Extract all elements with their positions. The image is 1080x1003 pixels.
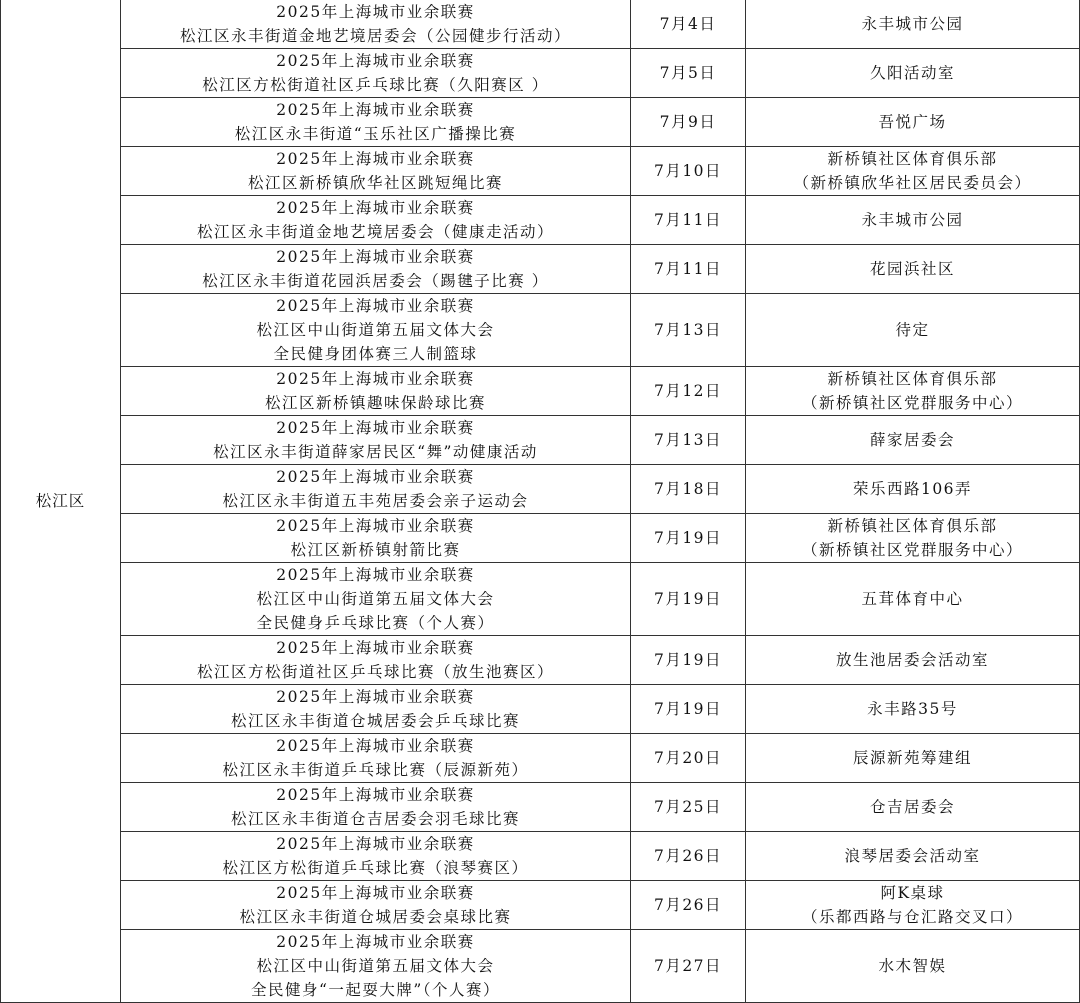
event-name-line: 2025年上海城市业余联赛 <box>276 199 475 217</box>
venue-line: 薛家居委会 <box>869 431 955 449</box>
event-name-cell <box>121 147 631 196</box>
event-date-cell: 7月4日 <box>631 0 746 49</box>
table-row <box>1 98 1080 147</box>
event-date-cell: 7月19日 <box>631 514 746 563</box>
table-row <box>1 514 1080 563</box>
event-name-line: 2025年上海城市业余联赛 <box>276 419 475 437</box>
table-row <box>1 563 1080 636</box>
venue-line: （新桥镇社区党群服务中心） <box>801 541 1023 559</box>
event-name-line: 2025年上海城市业余联赛 <box>276 297 475 315</box>
venue-cell <box>746 245 1080 294</box>
event-name-line: 全民健身“一起耍大牌”（个人赛） <box>250 981 501 999</box>
event-date-cell: 7月25日 <box>631 783 746 832</box>
venue-line: 花园浜社区 <box>869 260 955 278</box>
venue-line: 五茸体育中心 <box>861 590 964 608</box>
event-date-cell: 7月5日 <box>631 49 746 98</box>
event-name-line: 2025年上海城市业余联赛 <box>276 101 475 119</box>
venue-line: 荣乐西路106弄 <box>852 480 973 498</box>
event-name-line: 2025年上海城市业余联赛 <box>276 150 475 168</box>
event-date-cell: 7月18日 <box>631 465 746 514</box>
event-name-line: 2025年上海城市业余联赛 <box>276 517 475 535</box>
event-name-line: 全民健身团体赛三人制篮球 <box>273 345 478 363</box>
event-name-line: 松江区永丰街道仓城居委会桌球比赛 <box>239 908 512 926</box>
venue-line: 新桥镇社区体育俱乐部 <box>827 370 998 388</box>
event-date-cell: 7月11日 <box>631 196 746 245</box>
venue-cell <box>746 783 1080 832</box>
event-name-line: 2025年上海城市业余联赛 <box>276 737 475 755</box>
event-name-line: 2025年上海城市业余联赛 <box>276 3 475 21</box>
event-name-line: 2025年上海城市业余联赛 <box>276 639 475 657</box>
venue-cell <box>746 416 1080 465</box>
event-name-line: 2025年上海城市业余联赛 <box>276 786 475 804</box>
event-name-cell <box>121 465 631 514</box>
venue-line: （新桥镇社区党群服务中心） <box>801 394 1023 412</box>
event-name-line: 松江区永丰街道仓吉居委会羽毛球比赛 <box>230 810 520 828</box>
event-name-line: 2025年上海城市业余联赛 <box>276 566 475 584</box>
venue-line: 永丰城市公园 <box>861 211 964 229</box>
table-row <box>1 294 1080 367</box>
venue-cell <box>746 832 1080 881</box>
event-name-line: 2025年上海城市业余联赛 <box>276 370 475 388</box>
event-name-cell <box>121 563 631 636</box>
venue-cell <box>746 881 1080 930</box>
venue-line: 吾悦广场 <box>878 113 947 131</box>
venue-line: 待定 <box>895 321 930 339</box>
schedule-table-body <box>1 0 1080 1003</box>
venue-cell <box>746 196 1080 245</box>
event-name-line: 松江区永丰街道“玉乐社区广播操比赛 <box>234 125 517 143</box>
venue-cell <box>746 294 1080 367</box>
event-date-cell: 7月10日 <box>631 147 746 196</box>
event-name-cell <box>121 98 631 147</box>
venue-cell <box>746 636 1080 685</box>
event-name-line: 松江区中山街道第五届文体大会 <box>256 321 495 339</box>
event-name-cell <box>121 294 631 367</box>
venue-line: 辰源新苑筹建组 <box>852 749 972 767</box>
event-name-line: 2025年上海城市业余联赛 <box>276 688 475 706</box>
event-date-cell: 7月26日 <box>631 832 746 881</box>
event-name-line: 松江区永丰街道金地艺境居委会（健康走活动） <box>196 223 554 241</box>
event-date-cell: 7月19日 <box>631 685 746 734</box>
event-date-cell: 7月19日 <box>631 636 746 685</box>
table-row <box>1 636 1080 685</box>
venue-cell <box>746 98 1080 147</box>
venue-cell <box>746 685 1080 734</box>
event-date-cell: 7月9日 <box>631 98 746 147</box>
event-name-cell <box>121 416 631 465</box>
table-row <box>1 734 1080 783</box>
event-name-cell <box>121 636 631 685</box>
table-row <box>1 783 1080 832</box>
event-name-line: 2025年上海城市业余联赛 <box>276 933 475 951</box>
event-date-cell: 7月13日 <box>631 294 746 367</box>
event-name-cell <box>121 881 631 930</box>
event-name-cell <box>121 783 631 832</box>
venue-cell <box>746 514 1080 563</box>
venue-line: 水木智娱 <box>878 957 947 975</box>
venue-cell <box>746 563 1080 636</box>
table-row <box>1 367 1080 416</box>
event-date-cell: 7月12日 <box>631 367 746 416</box>
venue-cell <box>746 0 1080 49</box>
event-name-cell <box>121 367 631 416</box>
event-name-cell <box>121 685 631 734</box>
event-name-cell <box>121 832 631 881</box>
event-name-cell <box>121 245 631 294</box>
table-row <box>1 832 1080 881</box>
event-name-line: 全民健身乒乓球比赛（个人赛） <box>256 614 495 632</box>
venue-cell <box>746 734 1080 783</box>
table-row <box>1 881 1080 930</box>
venue-line: 久阳活动室 <box>869 64 955 82</box>
venue-cell <box>746 465 1080 514</box>
venue-line: 阿K桌球 <box>880 884 945 902</box>
event-name-line: 2025年上海城市业余联赛 <box>276 884 475 902</box>
table-row <box>1 0 1080 49</box>
venue-line: 永丰路35号 <box>867 700 958 718</box>
event-name-line: 松江区永丰街道乒乓球比赛（辰源新苑） <box>222 761 529 779</box>
event-date-cell: 7月27日 <box>631 930 746 1003</box>
event-name-line: 2025年上海城市业余联赛 <box>276 468 475 486</box>
event-name-line: 2025年上海城市业余联赛 <box>276 248 475 266</box>
event-name-line: 松江区中山街道第五届文体大会 <box>256 957 495 975</box>
venue-line: 放生池居委会活动室 <box>835 651 989 669</box>
event-name-line: 松江区方松街道社区乒乓球比赛（久阳赛区 ） <box>202 76 549 94</box>
table-row <box>1 196 1080 245</box>
event-name-cell <box>121 196 631 245</box>
event-date-cell: 7月20日 <box>631 734 746 783</box>
district-cell: 松江区 <box>1 0 121 1003</box>
event-name-line: 松江区中山街道第五届文体大会 <box>256 590 495 608</box>
table-row <box>1 465 1080 514</box>
table-row <box>1 147 1080 196</box>
event-name-line: 2025年上海城市业余联赛 <box>276 52 475 70</box>
event-name-line: 松江区新桥镇趣味保龄球比赛 <box>264 394 486 412</box>
table-row <box>1 49 1080 98</box>
event-name-line: 松江区永丰街道仓城居委会乒乓球比赛 <box>230 712 520 730</box>
table-row <box>1 685 1080 734</box>
event-name-cell <box>121 514 631 563</box>
venue-cell <box>746 147 1080 196</box>
event-name-line: 松江区永丰街道薛家居民区“舞”动健康活动 <box>213 443 538 461</box>
event-name-line: 松江区方松街道乒乓球比赛（浪琴赛区） <box>222 859 529 877</box>
event-date-cell: 7月13日 <box>631 416 746 465</box>
event-name-line: 松江区永丰街道五丰苑居委会亲子运动会 <box>222 492 529 510</box>
venue-line: 新桥镇社区体育俱乐部 <box>827 150 998 168</box>
event-name-line: 松江区永丰街道花园浜居委会（踢毽子比赛 ） <box>202 272 549 290</box>
table-row <box>1 416 1080 465</box>
event-name-cell <box>121 734 631 783</box>
venue-line: （乐都西路与仓汇路交叉口） <box>801 908 1023 926</box>
venue-line: 浪琴居委会活动室 <box>844 847 981 865</box>
event-date-cell: 7月11日 <box>631 245 746 294</box>
venue-line: 永丰城市公园 <box>861 15 964 33</box>
event-date-cell: 7月19日 <box>631 563 746 636</box>
event-name-line: 松江区新桥镇射箭比赛 <box>290 541 461 559</box>
event-name-line: 2025年上海城市业余联赛 <box>276 835 475 853</box>
table-row <box>1 245 1080 294</box>
venue-line: 仓吉居委会 <box>869 798 955 816</box>
venue-line: 新桥镇社区体育俱乐部 <box>827 517 998 535</box>
venue-cell <box>746 49 1080 98</box>
event-name-cell <box>121 49 631 98</box>
event-name-line: 松江区新桥镇欣华社区跳短绳比赛 <box>247 174 503 192</box>
event-name-line: 松江区永丰街道金地艺境居委会（公园健步行活动） <box>179 27 571 45</box>
event-name-line: 松江区方松街道社区乒乓球比赛（放生池赛区） <box>196 663 554 681</box>
venue-cell <box>746 367 1080 416</box>
event-name-cell <box>121 0 631 49</box>
event-date-cell: 7月26日 <box>631 881 746 930</box>
venue-line: （新桥镇欣华社区居民委员会） <box>793 174 1032 192</box>
